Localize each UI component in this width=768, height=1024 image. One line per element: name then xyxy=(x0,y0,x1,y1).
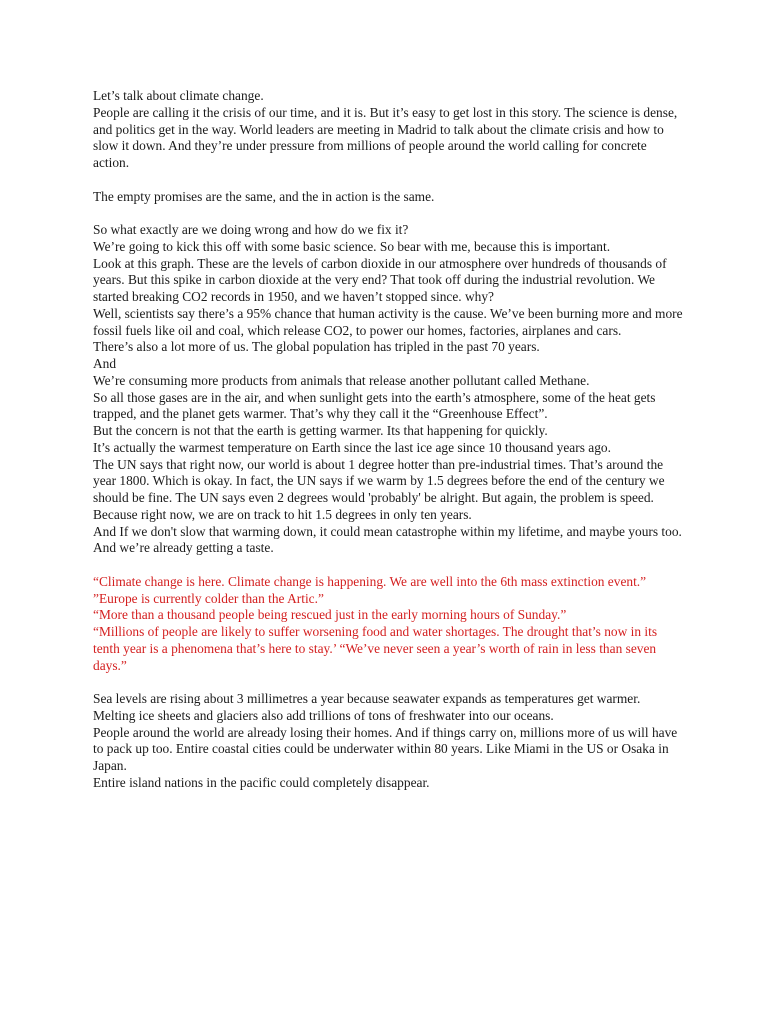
paragraph-catastrophe: And If we don't slow that warming down, it could mean catastrophe within my lifetime, and maybe yours too. And we’re already getting a taste. xyxy=(93,523,682,556)
paragraph-empty-promises: The empty promises are the same, and the in action is the same. xyxy=(93,188,435,204)
paragraph-concern: But the concern is not that the earth is getting warmer. Its that happening for quickly. xyxy=(93,423,548,438)
paragraph-population: There’s also a lot more of us. The global population has tripled in the past 70 years. xyxy=(93,339,540,355)
paragraph-ice-sheets: Melting ice sheets and glaciers also add trillions of tons of freshwater into our oceans. xyxy=(93,707,554,723)
paragraph-un: The UN says that right now, our world is about 1 degree hotter than pre-industrial times. That’s around the year 1800. Which is okay. In fact, the UN says if we warm by 1.5 degrees before the end of the century we should be fine. The UN says even 2 degrees would 'probably' be alright. But again, the problem is speed. Because right now, we are on track to hit 1.5 degrees in only ten years. xyxy=(93,456,665,522)
quote-rescued: “More than a thousand people being rescued just in the early morning hours of Sunday.” xyxy=(93,607,567,623)
paragraph-islands: Entire island nations in the pacific could completely disappear. xyxy=(93,774,430,790)
paragraph-gap xyxy=(93,205,683,222)
paragraph-sea-levels: Sea levels are rising about 3 millimetres a year because seawater expands as temperatures get warmer. xyxy=(93,691,641,706)
paragraph-question: So what exactly are we doing wrong and how do we fix it? xyxy=(93,222,409,237)
paragraph-graph: Look at this graph. These are the levels of carbon dioxide in our atmosphere over hundreds of thousands of years. But this spike in carbon dioxide at the very end? That took off during the industrial revolution. We started breaking CO2 records in 1950, and we haven’t stopped since. why? xyxy=(93,255,667,304)
paragraph-basic-science: We’re going to kick this off with some basic science. So bear with me, because this is important. xyxy=(93,238,611,254)
paragraph-intro-title: Let’s talk about climate change. xyxy=(93,88,264,103)
paragraph-and: And xyxy=(93,356,117,371)
paragraph-methane: We’re consuming more products from animals that release another pollutant called Methane. xyxy=(93,372,590,388)
paragraph-gap xyxy=(93,172,683,189)
paragraph-gap xyxy=(93,557,683,574)
paragraph-intro: People are calling it the crisis of our time, and it is. But it’s easy to get lost in this story. The science is dense, and politics get in the way. World leaders are meeting in Madrid to talk about the climate crisis and how to slow it down. And they’re under pressure from millions of people around the world calling for concrete action. xyxy=(93,104,678,170)
paragraph-warmest: It’s actually the warmest temperature on Earth since the last ice age since 10 thousand years ago. xyxy=(93,439,611,455)
quote-extinction: “Climate change is here. Climate change is happening. We are well into the 6th mass extinction event.” xyxy=(93,573,647,589)
quote-drought: “Millions of people are likely to suffer worsening food and water shortages. The drought that’s now in its tenth year is a phenomena that’s here to stay.’ “We’ve never seen a year’s worth of rain in less than seven days.” xyxy=(93,624,658,673)
document-page xyxy=(93,88,683,792)
paragraph-human-activity: Well, scientists say there’s a 95% chance that human activity is the cause. We’ve been burning more and more fossil fuels like oil and coal, which release CO2, to power our homes, factories, airplanes and cars. xyxy=(93,305,683,338)
paragraph-greenhouse: So all those gases are in the air, and when sunlight gets into the earth’s atmosphere, some of the heat gets trapped, and the planet gets warmer. That’s why they call it the “Greenhouse Effect”. xyxy=(93,389,656,422)
paragraph-gap xyxy=(93,674,683,691)
paragraph-homes: People around the world are already losing their homes. And if things carry on, millions more of us will have to pack up too. Entire coastal cities could be underwater within 80 years. Like Miami in the US or Osaka in Japan. xyxy=(93,724,678,773)
quote-europe: ”Europe is currently colder than the Artic.” xyxy=(93,590,324,606)
